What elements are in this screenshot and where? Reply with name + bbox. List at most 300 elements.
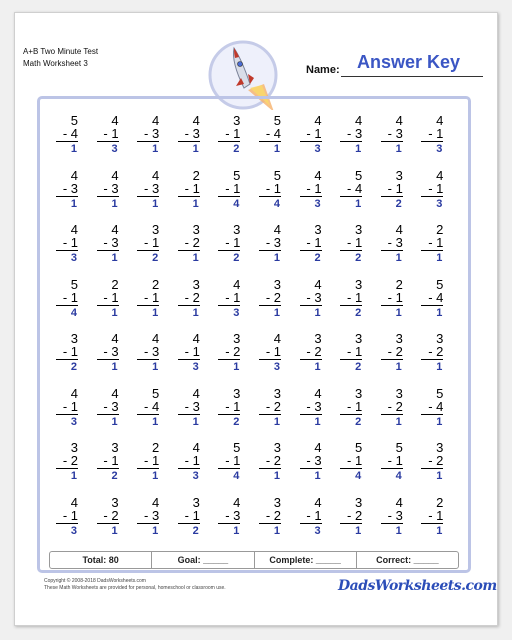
minuend: 5	[70, 113, 78, 128]
answer-rule	[259, 141, 281, 142]
minuend: 4	[233, 494, 241, 510]
answer-rule	[340, 359, 362, 360]
subtrahend: - 1	[144, 289, 160, 305]
answer: 3	[192, 361, 199, 373]
answer-rule	[178, 468, 200, 469]
answer: 2	[111, 470, 118, 482]
subtrahend: - 4	[144, 398, 160, 414]
answer: 1	[314, 361, 321, 373]
minuend: 3	[273, 276, 281, 292]
answer: 1	[111, 252, 118, 264]
subtrahend: - 3	[103, 398, 119, 414]
answer: 1	[273, 524, 280, 537]
answer: 1	[111, 415, 118, 428]
answer: 1	[111, 361, 118, 373]
answer-rule	[218, 359, 240, 360]
problem	[332, 114, 368, 155]
answer: 1	[273, 415, 280, 428]
minuend: 4	[70, 494, 78, 510]
minuend: 3	[273, 385, 281, 401]
answer-rule	[218, 305, 240, 306]
subtrahend: - 4	[62, 126, 78, 141]
problem	[129, 387, 165, 428]
problem	[373, 441, 409, 482]
subtrahend: - 3	[387, 126, 403, 141]
problem	[292, 387, 328, 428]
answer-rule	[56, 196, 78, 197]
problem	[170, 332, 206, 373]
problem	[251, 114, 287, 155]
problem	[413, 496, 449, 537]
answer-rule	[381, 141, 403, 142]
minuend: 4	[314, 494, 322, 510]
answer-rule	[259, 359, 281, 360]
minuend: 4	[233, 276, 241, 292]
subtrahend: - 3	[103, 180, 119, 196]
complete-cell: Complete: _____	[254, 552, 356, 568]
answer: 1	[273, 252, 280, 264]
minuend: 5	[436, 385, 444, 401]
answer: 1	[314, 306, 321, 319]
minuend: 4	[273, 222, 281, 237]
subtrahend: - 1	[184, 453, 200, 468]
subtrahend: - 3	[225, 507, 241, 523]
answer-rule	[218, 141, 240, 142]
problem	[170, 441, 206, 482]
problem	[129, 332, 165, 373]
answer: 1	[436, 470, 443, 482]
problem	[89, 387, 125, 428]
answer-rule	[137, 468, 159, 469]
answer-rule	[137, 359, 159, 360]
subtrahend: - 1	[225, 126, 241, 141]
minuend: 4	[111, 113, 119, 128]
answer-rule	[137, 196, 159, 197]
answer: 1	[70, 470, 77, 482]
minuend: 3	[395, 331, 403, 346]
answer: 1	[355, 197, 362, 210]
problem	[292, 114, 328, 155]
answer: 1	[436, 524, 443, 537]
answer-rule	[340, 305, 362, 306]
answer: 1	[233, 361, 240, 373]
minuend: 5	[395, 440, 403, 455]
minuend: 5	[436, 276, 444, 292]
problem	[89, 496, 125, 537]
subtrahend: - 1	[347, 289, 363, 305]
copyright-line: Copyright © 2008-2018 DadsWorksheets.com	[44, 578, 146, 584]
answer-rule	[178, 523, 200, 524]
answer-rule	[300, 468, 322, 469]
answer-rule	[340, 250, 362, 251]
subtrahend: - 1	[62, 398, 78, 414]
answer-rule	[137, 523, 159, 524]
answer-rule	[218, 468, 240, 469]
problem	[170, 114, 206, 155]
problem	[89, 223, 125, 264]
problem	[251, 332, 287, 373]
subtrahend: - 3	[387, 235, 403, 250]
answer-rule	[340, 468, 362, 469]
subtrahend: - 1	[265, 180, 281, 196]
subtrahend: - 1	[184, 180, 200, 196]
answer-rule	[300, 305, 322, 306]
problem	[373, 332, 409, 373]
subtrahend: - 1	[225, 235, 241, 250]
answer: 3	[111, 143, 118, 155]
minuend: 4	[151, 113, 160, 128]
minuend: 3	[111, 494, 119, 510]
minuend: 5	[273, 113, 281, 128]
subtrahend: - 2	[306, 344, 322, 359]
subtrahend: - 3	[103, 235, 119, 250]
subtrahend: - 2	[428, 453, 444, 468]
answer: 2	[233, 415, 240, 428]
minuend: 4	[111, 222, 119, 237]
subtrahend: - 2	[265, 398, 281, 414]
subtrahend: - 2	[265, 507, 281, 523]
answer: 1	[273, 470, 280, 482]
worksheet-title: A+B Two Minute Test	[23, 47, 99, 56]
subtrahend: - 1	[387, 180, 403, 196]
subtrahend: - 1	[347, 453, 363, 468]
problem	[48, 496, 84, 537]
answer-rule	[259, 305, 281, 306]
problem	[48, 278, 84, 319]
subtrahend: - 1	[306, 507, 322, 523]
minuend: 5	[151, 385, 160, 401]
subtrahend: - 3	[306, 453, 322, 468]
problem	[292, 223, 328, 264]
minuend: 5	[354, 440, 363, 455]
answer: 1	[395, 361, 402, 373]
minuend: 3	[436, 331, 444, 346]
problem	[48, 169, 84, 210]
answer-rule	[218, 196, 240, 197]
subtrahend: - 2	[265, 289, 281, 305]
answer: 1	[152, 143, 159, 155]
minuend: 3	[395, 385, 403, 401]
minuend: 2	[436, 222, 444, 237]
answer-rule	[97, 196, 119, 197]
answer-rule	[259, 523, 281, 524]
minuend: 3	[192, 276, 200, 292]
minuend: 3	[192, 494, 200, 510]
minuend: 4	[314, 440, 322, 455]
minuend: 3	[233, 385, 241, 401]
answer: 3	[436, 143, 443, 155]
answer: 2	[355, 361, 362, 373]
answer-rule	[381, 523, 403, 524]
subtrahend: - 2	[347, 507, 363, 523]
problem	[413, 332, 449, 373]
subtrahend: - 4	[265, 126, 281, 141]
problem	[292, 278, 328, 319]
answer: 1	[273, 143, 280, 155]
answer: 1	[111, 524, 118, 537]
problem	[251, 169, 287, 210]
brand-logo: DadsWorksheets.com	[338, 578, 497, 594]
problem	[292, 496, 328, 537]
minuend: 3	[233, 331, 241, 346]
answer: 1	[70, 143, 77, 155]
minuend: 3	[233, 222, 241, 237]
answer-rule	[381, 196, 403, 197]
subtrahend: - 1	[306, 235, 322, 250]
answer-rule	[56, 141, 78, 142]
minuend: 4	[192, 331, 200, 346]
answer-rule	[97, 141, 119, 142]
problem	[48, 223, 84, 264]
subtrahend: - 1	[62, 235, 78, 250]
subtrahend: - 1	[265, 344, 281, 359]
subtrahend: - 1	[428, 235, 444, 250]
answer-rule	[259, 196, 281, 197]
problem	[48, 387, 84, 428]
subtrahend: - 3	[387, 507, 403, 523]
answer-rule	[421, 523, 443, 524]
minuend: 2	[111, 276, 119, 292]
answer-rule	[218, 523, 240, 524]
answer-rule	[340, 414, 362, 415]
answer-rule	[218, 250, 240, 251]
problem	[210, 223, 246, 264]
minuend: 4	[395, 113, 403, 128]
minuend: 3	[354, 331, 363, 346]
problem	[210, 387, 246, 428]
answer: 1	[152, 415, 159, 428]
minuend: 4	[395, 222, 403, 237]
subtrahend: - 1	[144, 235, 160, 250]
subtrahend: - 1	[347, 398, 363, 414]
problem	[89, 332, 125, 373]
answer: 2	[192, 524, 199, 537]
minuend: 3	[111, 440, 119, 455]
minuend: 4	[436, 167, 444, 183]
answer: 2	[355, 306, 362, 319]
subtrahend: - 1	[428, 507, 444, 523]
minuend: 4	[70, 385, 78, 401]
minuend: 3	[273, 440, 281, 455]
subtrahend: - 3	[144, 507, 160, 523]
subtrahend: - 3	[184, 398, 200, 414]
problem	[413, 441, 449, 482]
subtrahend: - 1	[347, 344, 363, 359]
answer-rule	[97, 359, 119, 360]
minuend: 4	[111, 331, 119, 346]
minuend: 3	[70, 440, 78, 455]
problem	[332, 496, 368, 537]
problem	[332, 332, 368, 373]
subtrahend: - 4	[428, 289, 444, 305]
minuend: 3	[70, 331, 78, 346]
problem	[129, 278, 165, 319]
answer-rule	[97, 414, 119, 415]
answer: 3	[192, 470, 199, 482]
answer: 1	[314, 470, 321, 482]
subtrahend: - 3	[265, 235, 281, 250]
subtrahend: - 1	[306, 126, 322, 141]
answer-rule	[421, 250, 443, 251]
subtrahend: - 1	[225, 398, 241, 414]
answer-rule	[56, 468, 78, 469]
answer-rule	[137, 414, 159, 415]
answer-rule	[178, 196, 200, 197]
subtrahend: - 1	[184, 507, 200, 523]
answer: 1	[152, 470, 159, 482]
answer: 4	[395, 470, 402, 482]
name-line	[341, 76, 483, 77]
score-footer	[49, 551, 459, 569]
answer: 2	[233, 143, 240, 155]
subtrahend: - 3	[103, 344, 119, 359]
answer-rule	[97, 523, 119, 524]
problem	[129, 223, 165, 264]
problem	[129, 441, 165, 482]
problem	[292, 169, 328, 210]
subtrahend: - 2	[62, 453, 78, 468]
answer: 1	[436, 252, 443, 264]
subtrahend: - 2	[184, 235, 200, 250]
problem	[48, 332, 84, 373]
problem	[332, 387, 368, 428]
answer-rule	[300, 196, 322, 197]
minuend: 2	[151, 440, 160, 455]
answer: 1	[355, 524, 362, 537]
answer: 3	[233, 306, 240, 319]
answer: 2	[395, 197, 402, 210]
answer: 1	[233, 524, 240, 537]
subtrahend: - 3	[144, 180, 160, 196]
problem	[413, 223, 449, 264]
answer-rule	[178, 141, 200, 142]
minuend: 4	[192, 440, 200, 455]
subtrahend: - 1	[428, 180, 444, 196]
answer-rule	[137, 141, 159, 142]
answer: 1	[395, 306, 402, 319]
answer-rule	[137, 250, 159, 251]
answer: 1	[273, 306, 280, 319]
subtrahend: - 4	[347, 180, 363, 196]
answer: 3	[70, 524, 77, 537]
answer-rule	[178, 414, 200, 415]
minuend: 3	[354, 494, 363, 510]
problem	[210, 441, 246, 482]
subtrahend: - 2	[225, 344, 241, 359]
total-cell: Total: 80	[82, 555, 119, 565]
answer-rule	[300, 359, 322, 360]
problem	[251, 387, 287, 428]
minuend: 2	[436, 494, 444, 510]
answer-rule	[421, 414, 443, 415]
answer: 1	[395, 524, 402, 537]
problem	[210, 332, 246, 373]
problem	[332, 169, 368, 210]
minuend: 3	[192, 222, 200, 237]
minuend: 4	[314, 113, 322, 128]
problem	[170, 387, 206, 428]
answer: 1	[192, 306, 199, 319]
problem	[373, 169, 409, 210]
answer-rule	[178, 250, 200, 251]
name-label: Name:	[306, 64, 340, 76]
minuend: 4	[436, 113, 444, 128]
subtrahend: - 1	[225, 289, 241, 305]
subtrahend: - 2	[103, 507, 119, 523]
minuend: 4	[111, 385, 119, 401]
subtrahend: - 1	[306, 180, 322, 196]
answer-rule	[218, 414, 240, 415]
subtrahend: - 1	[103, 289, 119, 305]
answer-rule	[381, 359, 403, 360]
minuend: 2	[151, 276, 160, 292]
minuend: 4	[314, 167, 322, 183]
answer: 4	[273, 197, 280, 210]
problem	[170, 496, 206, 537]
problem	[48, 114, 84, 155]
answer-rule	[340, 196, 362, 197]
answer-rule	[56, 414, 78, 415]
answer: 1	[152, 361, 159, 373]
answer-rule	[259, 468, 281, 469]
subtrahend: - 3	[144, 126, 160, 141]
subtrahend: - 2	[387, 344, 403, 359]
answer: 2	[152, 252, 159, 264]
answer: 1	[395, 415, 402, 428]
answer-rule	[381, 468, 403, 469]
answer: 4	[70, 306, 77, 319]
answer: 1	[152, 524, 159, 537]
minuend: 4	[354, 113, 363, 128]
answer-rule	[421, 359, 443, 360]
subtrahend: - 2	[428, 344, 444, 359]
usage-line: These Math Worksheets are provided for personal, homeschool or classroom use.	[44, 585, 226, 591]
problem	[170, 278, 206, 319]
answer-rule	[381, 305, 403, 306]
answer: 3	[70, 415, 77, 428]
answer: 1	[111, 306, 118, 319]
answer: 1	[436, 306, 443, 319]
answer: 1	[192, 143, 199, 155]
problem	[332, 223, 368, 264]
answer: 1	[70, 197, 77, 210]
answer: 1	[111, 197, 118, 210]
problem	[373, 223, 409, 264]
subtrahend: - 1	[387, 453, 403, 468]
subtrahend: - 1	[347, 235, 363, 250]
minuend: 4	[314, 385, 322, 401]
problem	[210, 496, 246, 537]
minuend: 5	[354, 167, 363, 183]
minuend: 3	[314, 222, 322, 237]
answer-rule	[56, 523, 78, 524]
answer-key-heading: Answer Key	[356, 52, 461, 72]
minuend: 5	[273, 167, 281, 183]
answer: 2	[314, 252, 321, 264]
answer-rule	[178, 305, 200, 306]
problem	[251, 441, 287, 482]
minuend: 4	[192, 113, 200, 128]
answer: 3	[314, 524, 321, 537]
answer: 1	[395, 143, 402, 155]
problem	[373, 496, 409, 537]
answer: 1	[192, 252, 199, 264]
answer: 3	[314, 197, 321, 210]
answer: 4	[355, 470, 362, 482]
subtrahend: - 1	[103, 453, 119, 468]
answer: 3	[70, 252, 77, 264]
subtrahend: - 2	[265, 453, 281, 468]
